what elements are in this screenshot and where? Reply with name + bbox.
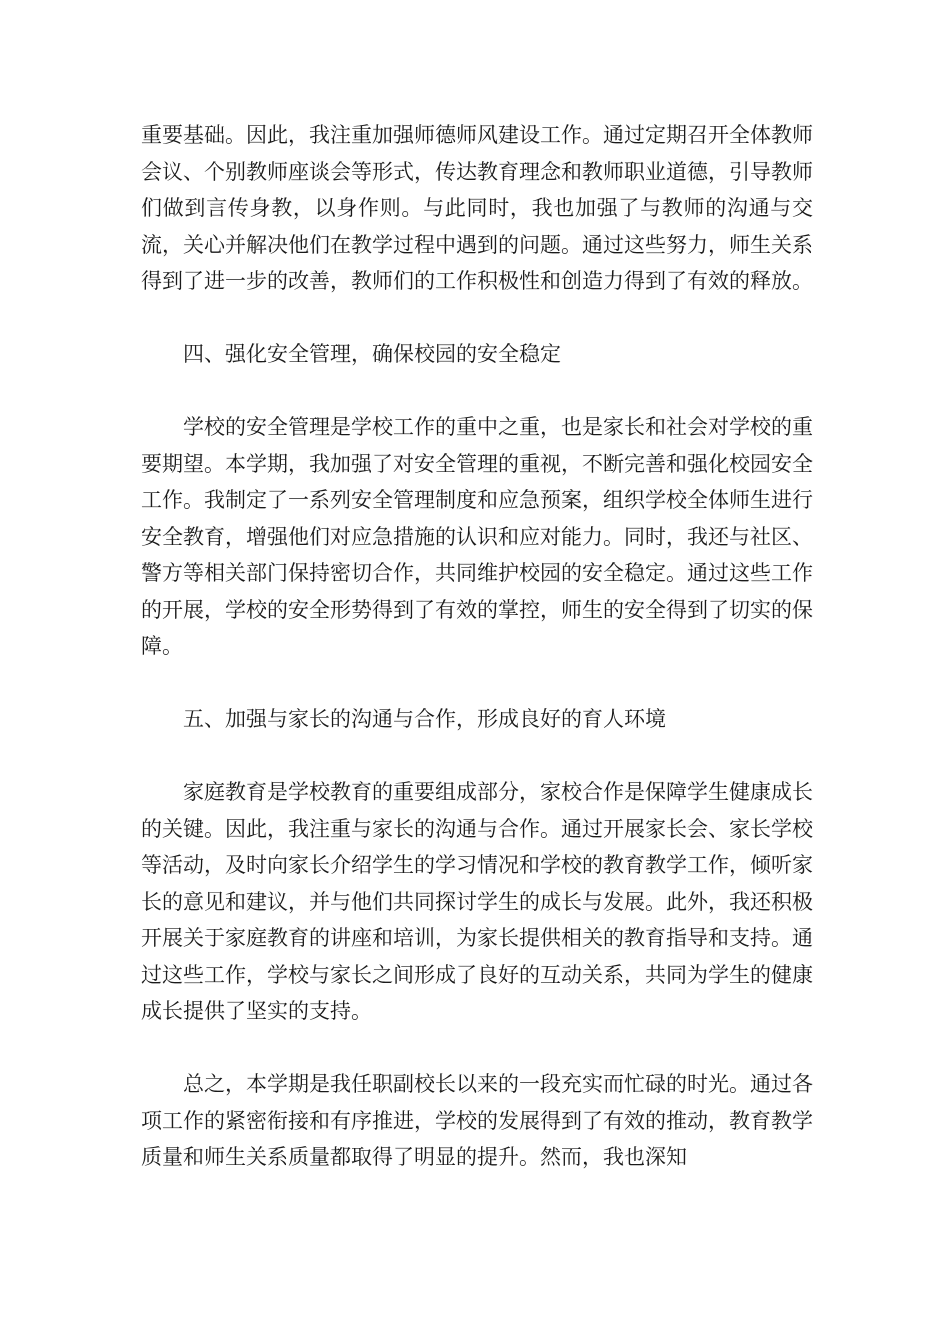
paragraph-summary: 总之，本学期是我任职副校长以来的一段充实而忙碌的时光。通过各项工作的紧密衔接和有序推进，学校的发展得到了有效的推动，教育教学质量和师生关系质量都取得了明显的提升。然而，我也深知	[141, 1072, 813, 1169]
heading-parent-cooperation: 五、加强与家长的沟通与合作，形成良好的育人环境	[183, 707, 666, 731]
paragraph-parent-cooperation: 家庭教育是学校教育的重要组成部分，家校合作是保障学生健康成长的关键。因此，我注重与家长的沟通与合作。通过开展家长会、家长学校等活动，及时向家长介绍学生的学习情况和学校的教育教学工作，倾听家长的意见和建议，并与他们共同探讨学生的成长与发展。此外，我还积极开展关于家庭教育的讲座和培训，为家长提供相关的教育指导和支持。通过这些工作，学校与家长之间形成了良好的互动关系，共同为学生的健康成长提供了坚实的支持。	[141, 780, 813, 1023]
document-body	[141, 117, 813, 1176]
paragraph-safety-management: 学校的安全管理是学校工作的重中之重，也是家长和社会对学校的重要期望。本学期，我加强了对安全管理的重视，不断完善和强化校园安全工作。我制定了一系列安全管理制度和应急预案，组织学校全体师生进行安全教育，增强他们对应急措施的认识和应对能力。同时，我还与社区、警方等相关部门保持密切合作，共同维护校园的安全稳定。通过这些工作的开展，学校的安全形势得到了有效的掌控，师生的安全得到了切实的保障。	[141, 415, 813, 658]
heading-safety-management: 四、强化安全管理，确保校园的安全稳定	[183, 342, 561, 366]
paragraph-teacher-ethics: 重要基础。因此，我注重加强师德师风建设工作。通过定期召开全体教师会议、个别教师座谈会等形式，传达教育理念和教师职业道德，引导教师们做到言传身教，以身作则。与此同时，我也加强了与教师的沟通与交流，关心并解决他们在教学过程中遇到的问题。通过这些努力，师生关系得到了进一步的改善，教师们的工作积极性和创造力得到了有效的释放。	[141, 123, 813, 293]
